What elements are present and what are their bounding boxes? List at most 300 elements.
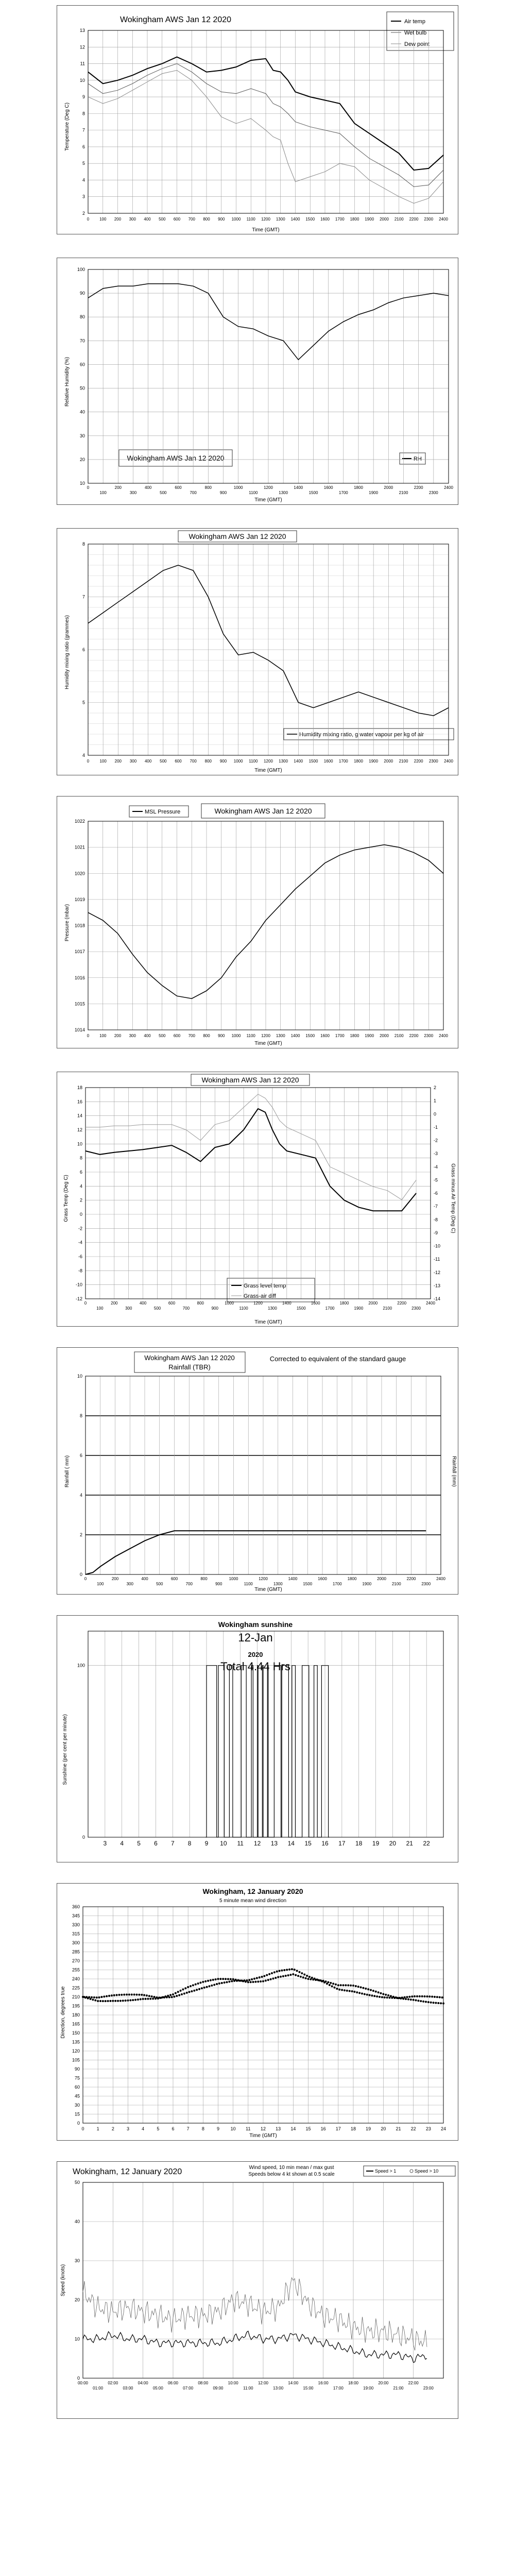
temperature-ytick-label: 2 (82, 211, 85, 216)
wind-direction-data-point (307, 1978, 310, 1980)
wind-direction-data-point (406, 1996, 408, 1998)
temperature-xtick-label: 2400 (439, 217, 448, 222)
temperature-ytick-label: 5 (82, 161, 85, 166)
pressure-ytick-label: 1014 (74, 1027, 85, 1032)
wind-direction-data-point (410, 1998, 412, 2001)
grass-temp-ytick-label: 10 (77, 1141, 82, 1147)
wind-direction-data-point (291, 1968, 293, 1970)
sunshine-xtick-label: 22 (423, 1840, 430, 1847)
wind-direction-data-point (428, 1995, 431, 1997)
pressure-chart-ylabel: Pressure (mbar) (64, 904, 70, 942)
wind-direction-data-point (203, 1987, 205, 1989)
wind-direction-xtick-label: 23 (425, 2126, 431, 2131)
rainfall-chart-panel (57, 1347, 458, 1595)
wind-direction-data-point (141, 1994, 143, 1996)
wind-direction-data-point (335, 1984, 337, 1986)
wind-direction-data-point (187, 1986, 189, 1988)
legend-label-air-temp: Air temp (404, 19, 425, 25)
wind-direction-data-point (435, 2002, 437, 2004)
temperature-chart-xlabel: Time (GMT) (252, 227, 280, 233)
temperature-xtick-label: 1100 (246, 217, 255, 222)
mixing-ratio-ytick-label: 8 (82, 541, 85, 547)
wind-direction-data-point (426, 1995, 428, 1997)
wind-direction-data-point (295, 1974, 297, 1976)
wind-direction-data-point (282, 1975, 284, 1977)
grass-temp-y2tick-label: -4 (434, 1164, 438, 1170)
wind-direction-data-point (253, 1978, 255, 1980)
wind-speed-xtick-label: 04:00 (138, 2381, 148, 2385)
wind-direction-data-point (102, 2000, 104, 2002)
wind-direction-data-point (140, 1998, 142, 2001)
wind-direction-data-point (195, 1984, 197, 1986)
wind-direction-data-point (360, 1986, 362, 1988)
temperature-xtick-label: 400 (144, 217, 151, 222)
pressure-xtick-label: 600 (173, 1033, 181, 1038)
wind-direction-xtick-label: 20 (381, 2126, 386, 2131)
grass-temp-xtick-label: 2000 (368, 1301, 378, 1306)
rainfall-xtick-label: 1300 (273, 1582, 283, 1586)
wind-direction-data-point (184, 1987, 186, 1989)
mixing-ratio-xtick-label: 1300 (279, 759, 288, 764)
wind-direction-data-point (177, 1991, 179, 1993)
wind-direction-data-point (431, 1996, 433, 1998)
sunshine-xtick-label: 11 (237, 1840, 244, 1847)
sunshine-chart-title: Wokingham sunshine (218, 1620, 293, 1629)
wind-direction-data-point (296, 1970, 298, 1972)
mixing-ratio-ytick-label: 6 (82, 647, 85, 652)
grass-temp-ytick-label: -12 (75, 1296, 82, 1301)
pressure-xtick-label: 1900 (365, 1033, 374, 1038)
grass-temp-ytick-label: -6 (78, 1254, 82, 1259)
wind-direction-data-point (405, 1998, 407, 2000)
wind-direction-data-point (306, 1975, 308, 1977)
wind-direction-ytick-label: 165 (72, 2021, 80, 2027)
wind-speed-ytick-label: 50 (74, 2180, 80, 2185)
grass-temp-y2tick-label: -9 (434, 1230, 438, 1235)
temperature-xtick-label: 1700 (335, 217, 345, 222)
wind-direction-data-point (266, 1974, 268, 1976)
humidity-xtick-label: 1000 (233, 485, 243, 490)
wind-direction-data-point (122, 1999, 124, 2002)
pressure-xtick-label: 300 (129, 1033, 136, 1038)
wind-speed-xtick-label: 01:00 (93, 2386, 104, 2391)
wind-direction-data-point (172, 1993, 174, 1995)
wind-direction-data-point (358, 1992, 360, 1994)
sunshine-ytick-label: 100 (77, 1663, 85, 1668)
pressure-ytick-label: 1016 (74, 975, 85, 980)
wind-direction-data-point (357, 1986, 359, 1988)
wind-direction-data-point (287, 1974, 289, 1976)
humidity-xtick-label: 200 (114, 485, 122, 490)
wind-direction-data-point (247, 1981, 249, 1983)
temperature-ytick-label: 3 (82, 194, 85, 199)
wind-direction-data-point (407, 1998, 409, 2001)
wind-direction-data-point (136, 1994, 138, 1996)
wind-direction-data-point (305, 1977, 307, 1979)
mixing-ratio-chart-xlabel: Time (GMT) (254, 768, 282, 773)
rainfall-xtick-label: 1500 (303, 1582, 313, 1586)
wind-speed-xtick-label: 08:00 (198, 2381, 209, 2385)
grass-temp-xtick-label: 800 (197, 1301, 204, 1306)
wind-direction-data-point (134, 1999, 136, 2001)
sunshine-chart-panel (57, 1615, 458, 1862)
wind-direction-data-point (276, 1971, 278, 1973)
wind-direction-xtick-label: 2 (111, 2126, 114, 2131)
wind-direction-data-point (173, 1996, 175, 1998)
pressure-xtick-label: 1500 (305, 1033, 315, 1038)
pressure-xtick-label: 2200 (409, 1033, 419, 1038)
grass-temp-chart-panel (57, 1072, 458, 1327)
wind-direction-xtick-label: 14 (290, 2126, 296, 2131)
wind-direction-ytick-label: 315 (72, 1931, 80, 1937)
humidity-ytick-label: 60 (79, 362, 85, 367)
pressure-ytick-label: 1019 (74, 896, 85, 902)
mixing-ratio-xtick-label: 1000 (233, 759, 243, 764)
wind-direction-data-point (131, 1993, 133, 1995)
wind-direction-ytick-label: 255 (72, 1967, 80, 1973)
wind-direction-data-point (204, 1980, 207, 1982)
wind-direction-data-point (121, 1994, 123, 1996)
wind-direction-data-point (366, 1994, 368, 1996)
grass-temp-xtick-label: 600 (168, 1301, 176, 1306)
grass-temp-y2tick-label: -6 (434, 1191, 438, 1196)
wind-direction-chart-title: Wokingham, 12 January 2020 (202, 1887, 303, 1895)
wind-direction-data-point (142, 1998, 144, 2000)
mixing-ratio-xtick-label: 2300 (428, 759, 438, 764)
pressure-xtick-label: 2300 (424, 1033, 434, 1038)
humidity-ytick-label: 30 (79, 433, 85, 438)
grass-temp-y2tick-label: -10 (434, 1243, 441, 1249)
sunshine-xtick-label: 18 (355, 1840, 363, 1847)
wind-direction-data-point (375, 1991, 377, 1993)
grass-temp-chart-xlabel: Time (GMT) (254, 1319, 282, 1325)
wind-direction-data-point (380, 1992, 382, 1994)
grass-temp-xtick-label: 2100 (383, 1306, 392, 1311)
temperature-ytick-label: 8 (82, 111, 85, 116)
wind-speed-xtick-label: 12:00 (258, 2381, 269, 2385)
mixing-ratio-xtick-label: 800 (204, 759, 212, 764)
wind-direction-data-point (152, 1998, 154, 2000)
wind-direction-data-point (143, 1994, 145, 1996)
wind-direction-data-point (289, 1974, 291, 1976)
temperature-xtick-label: 2100 (394, 217, 404, 222)
sunshine-xtick-label: 14 (287, 1840, 295, 1847)
temperature-xtick-label: 1800 (350, 217, 359, 222)
wind-direction-data-point (325, 1980, 327, 1982)
wind-direction-data-point (331, 1985, 333, 1987)
wind-direction-data-point (208, 1985, 210, 1987)
rainfall-ytick-label: 6 (79, 1453, 82, 1458)
humidity-xtick-label: 1400 (294, 485, 303, 490)
wind-direction-data-point (277, 1976, 279, 1978)
wind-direction-data-point (371, 1994, 373, 1996)
temperature-xtick-label: 1500 (305, 217, 315, 222)
wind-direction-data-point (408, 1996, 410, 1998)
mixing-ratio-xtick-label: 900 (219, 759, 227, 764)
wind-speed-xtick-label: 05:00 (152, 2386, 163, 2391)
pressure-xtick-label: 100 (99, 1033, 107, 1038)
sunshine-xtick-label: 12 (253, 1840, 261, 1847)
wind-direction-xtick-label: 9 (216, 2126, 220, 2131)
legend-label-rh: RH (414, 456, 422, 462)
grass-temp-chart-y2label: Grass minus Air Temp (Deg C) (450, 1163, 456, 1233)
pressure-ytick-label: 1018 (74, 923, 85, 928)
wind-direction-data-point (123, 1994, 125, 1996)
humidity-xtick-label: 600 (175, 485, 182, 490)
wind-direction-chart-panel (57, 1883, 458, 2141)
grass-temp-xtick-label: 1400 (282, 1301, 291, 1306)
wind-direction-data-point (169, 1994, 171, 1996)
wind-direction-data-point (440, 2002, 442, 2004)
wind-direction-data-point (215, 1978, 217, 1980)
wind-direction-data-point (137, 1998, 139, 2001)
rainfall-ytick-label: 8 (79, 1413, 82, 1418)
pressure-xtick-label: 0 (87, 1033, 90, 1038)
mixing-ratio-xtick-label: 500 (160, 759, 167, 764)
wind-direction-data-point (347, 1985, 349, 1987)
wind-direction-xtick-label: 10 (230, 2126, 236, 2131)
wind-direction-data-point (252, 1981, 254, 1983)
wind-direction-data-point (273, 1971, 276, 1973)
humidity-xtick-label: 300 (129, 490, 137, 495)
sunshine-xtick-label: 19 (372, 1840, 380, 1847)
wind-direction-data-point (288, 1969, 290, 1971)
wind-direction-ytick-label: 360 (72, 1904, 80, 1909)
rainfall-xtick-label: 2100 (391, 1582, 401, 1586)
rainfall-xtick-label: 1400 (288, 1577, 298, 1581)
legend-label-mixing-ratio: Humidity mixing ratio, g water vapour per kg of air (299, 732, 424, 738)
pressure-chart-panel (57, 796, 458, 1048)
wind-speed-xtick-label: 02:00 (108, 2381, 118, 2385)
wind-direction-data-point (114, 2000, 116, 2002)
humidity-ytick-label: 90 (79, 291, 85, 296)
grass-temp-xtick-label: 1100 (239, 1306, 248, 1311)
grass-temp-y2tick-label: -14 (434, 1296, 441, 1301)
temperature-ytick-label: 7 (82, 127, 85, 133)
wind-speed-xtick-label: 11:00 (243, 2386, 253, 2391)
wind-direction-data-point (111, 1994, 113, 1996)
wind-direction-data-point (182, 1988, 184, 1990)
pressure-ytick-label: 1021 (74, 844, 85, 850)
wind-direction-data-point (149, 1998, 151, 2000)
wind-direction-data-point (303, 1974, 305, 1976)
temperature-xtick-label: 700 (188, 217, 195, 222)
wind-direction-data-point (153, 1996, 156, 1998)
wind-direction-data-point (362, 1987, 364, 1989)
wind-direction-data-point (300, 1976, 302, 1978)
rainfall-xtick-label: 100 (97, 1582, 104, 1586)
wind-direction-data-point (302, 1976, 304, 1978)
pressure-xtick-label: 1700 (335, 1033, 345, 1038)
wind-direction-ytick-label: 120 (72, 2048, 80, 2054)
temperature-chart-panel (57, 5, 458, 234)
wind-direction-chart-ylabel: Direction, degrees true (60, 1986, 66, 2039)
legend-label-dew-point: Dew point (404, 41, 430, 47)
temperature-ytick-label: 9 (82, 94, 85, 100)
wind-direction-data-point (361, 1993, 363, 1995)
wind-direction-data-point (88, 1996, 90, 1998)
wind-direction-data-point (146, 1994, 148, 1996)
rainfall-xtick-label: 800 (200, 1577, 208, 1581)
wind-direction-data-point (109, 2000, 111, 2002)
wind-direction-data-point (338, 1989, 340, 1991)
sunshine-xtick-label: 7 (170, 1840, 175, 1847)
humidity-ytick-label: 10 (79, 481, 85, 486)
grass-temp-xtick-label: 1700 (325, 1306, 335, 1311)
wind-direction-data-point (168, 1996, 170, 1998)
mixing-ratio-chart-ylabel: Humidity mixing ratio (grammes) (64, 615, 70, 689)
wind-direction-data-point (107, 2000, 109, 2002)
grass-temp-xtick-label: 1500 (296, 1306, 306, 1311)
wind-direction-data-point (381, 1996, 383, 1998)
rainfall-cumulative-line (85, 1531, 426, 1574)
grass-temp-xtick-label: 0 (84, 1301, 87, 1306)
temperature-chart-ylabel: Temperature (Deg C) (64, 103, 70, 151)
mixing-ratio-xtick-label: 2000 (384, 759, 393, 764)
wind-direction-ytick-label: 60 (74, 2084, 80, 2090)
temperature-ytick-label: 11 (80, 61, 85, 66)
rainfall-xtick-label: 900 (215, 1582, 222, 1586)
wind-speed-xtick-label: 10:00 (228, 2381, 238, 2385)
mixing-ratio-xtick-label: 1100 (249, 759, 258, 764)
humidity-xtick-label: 800 (204, 485, 212, 490)
rainfall-ytick-label: 2 (79, 1532, 82, 1537)
wind-direction-data-point (385, 1994, 387, 1996)
humidity-xtick-label: 2100 (399, 490, 408, 495)
wind-direction-data-point (265, 1979, 267, 1981)
wind-direction-data-point (197, 1982, 199, 1985)
temperature-ytick-label: 4 (82, 177, 85, 183)
wind-direction-data-point (202, 1981, 204, 1983)
pressure-xtick-label: 1200 (261, 1033, 270, 1038)
wind-direction-data-point (355, 1985, 357, 1987)
grass-temp-ytick-label: -4 (78, 1240, 82, 1245)
wind-direction-data-point (330, 1982, 332, 1984)
wind-direction-data-point (411, 1995, 413, 1997)
grass-temp-ytick-label: -8 (78, 1268, 82, 1274)
rainfall-xtick-label: 600 (170, 1577, 178, 1581)
wind-speed-xtick-label: 22:00 (408, 2381, 419, 2385)
grass-temp-y2tick-label: 0 (434, 1111, 437, 1117)
wind-direction-data-point (422, 2001, 424, 2003)
mixing-ratio-chart-title: Wokingham AWS Jan 12 2020 (188, 532, 286, 540)
mixing-ratio-ytick-label: 4 (82, 753, 85, 758)
wind-direction-data-point (272, 1977, 274, 1979)
wind-direction-data-point (301, 1972, 303, 1974)
wind-direction-data-point (334, 1987, 336, 1989)
wind-direction-data-point (93, 1996, 95, 1998)
wind-direction-ytick-label: 30 (74, 2103, 80, 2108)
wind-speed-xtick-label: 03:00 (123, 2386, 133, 2391)
sunshine-xtick-label: 4 (120, 1840, 124, 1847)
pressure-xtick-label: 800 (203, 1033, 210, 1038)
grass-temp-chart (57, 1072, 459, 1327)
wind-direction-data-point (424, 1995, 426, 1997)
wind-direction-data-point (345, 1984, 347, 1986)
wind-direction-data-point (260, 1980, 262, 1982)
rainfall-xtick-label: 2200 (406, 1577, 416, 1581)
rainfall-xtick-label: 1100 (244, 1582, 253, 1586)
pressure-chart (57, 796, 459, 1049)
wind-direction-data-point (283, 1969, 285, 1971)
temperature-chart-title: Wokingham AWS Jan 12 2020 (119, 15, 232, 24)
wind-direction-data-point (211, 1985, 213, 1987)
sunshine-xtick-label: 13 (270, 1840, 278, 1847)
humidity-xtick-label: 2200 (414, 485, 423, 490)
wind-direction-data-point (222, 1978, 224, 1980)
wind-direction-data-point (213, 1984, 215, 1986)
grass-temp-y2tick-label: 2 (434, 1085, 437, 1090)
sunshine-xtick-label: 20 (389, 1840, 397, 1847)
wind-direction-data-point (262, 1980, 264, 1982)
wind-direction-ytick-label: 0 (77, 2121, 80, 2126)
wind-direction-data-point (332, 1982, 334, 1985)
temperature-xtick-label: 200 (114, 217, 122, 222)
wind-direction-data-point (108, 1995, 110, 1997)
temperature-xtick-label: 2300 (424, 217, 434, 222)
grass-level-temp-line (85, 1109, 416, 1211)
wind-direction-data-point (267, 1979, 269, 1981)
temperature-xtick-label: 800 (203, 217, 210, 222)
wind-direction-data-point (365, 1988, 367, 1990)
wind-speed-ytick-label: 40 (74, 2219, 80, 2224)
wind-direction-data-point (415, 1999, 417, 2002)
wind-direction-data-point (346, 1990, 348, 1992)
wind-speed-chart-ylabel: Speed (knots) (60, 2264, 66, 2297)
wind-direction-data-point (353, 1991, 355, 1993)
wind-direction-data-point (263, 1975, 265, 1977)
rainfall-xtick-label: 1900 (362, 1582, 372, 1586)
wind-direction-data-point (105, 2000, 107, 2002)
wind-direction-data-point (191, 1990, 193, 1992)
sunshine-chart (57, 1616, 459, 1863)
wind-direction-data-point (97, 2000, 99, 2002)
humidity-xtick-label: 2400 (444, 485, 453, 490)
wind-speed-xtick-label: 20:00 (378, 2381, 389, 2385)
wind-direction-data-point (274, 1977, 277, 1979)
grass-temp-ytick-label: 4 (79, 1183, 82, 1189)
wind-direction-data-point (280, 1976, 282, 1978)
wind-direction-xtick-label: 12 (260, 2126, 266, 2131)
wind-direction-data-point (259, 1976, 261, 1978)
wind-direction-data-point (92, 1998, 94, 2001)
pressure-xtick-label: 500 (159, 1033, 166, 1038)
mixing-ratio-xtick-label: 400 (144, 759, 152, 764)
wind-direction-data-point (367, 1988, 369, 1990)
wind-speed-xtick-label: 17:00 (333, 2386, 344, 2391)
mixing-ratio-xtick-label: 0 (87, 759, 90, 764)
humidity-ytick-label: 70 (79, 338, 85, 344)
sunshine-year: 2020 (248, 1651, 263, 1658)
wind-direction-data-point (190, 1985, 192, 1987)
wind-direction-xtick-label: 7 (186, 2126, 190, 2131)
humidity-ytick-label: 40 (79, 409, 85, 415)
wind-direction-data-point (425, 2001, 427, 2003)
wind-direction-data-point (341, 1989, 343, 1991)
wind-direction-data-point (279, 1970, 281, 1972)
wind-direction-data-point (433, 2002, 435, 2004)
sunshine-xtick-label: 6 (154, 1840, 158, 1847)
mixing-ratio-xtick-label: 100 (99, 759, 107, 764)
wind-direction-data-point (178, 1994, 180, 1996)
wind-direction-data-point (404, 1996, 406, 1998)
temperature-xtick-label: 1600 (320, 217, 330, 222)
wind-direction-data-point (442, 2003, 444, 2005)
wind-direction-data-point (221, 1982, 223, 1984)
wind-direction-xtick-label: 13 (276, 2126, 281, 2131)
wind-speed-chart-subtitle-1: Wind speed, 10 min mean / max gust (249, 2165, 334, 2171)
humidity-xtick-label: 0 (87, 485, 90, 490)
